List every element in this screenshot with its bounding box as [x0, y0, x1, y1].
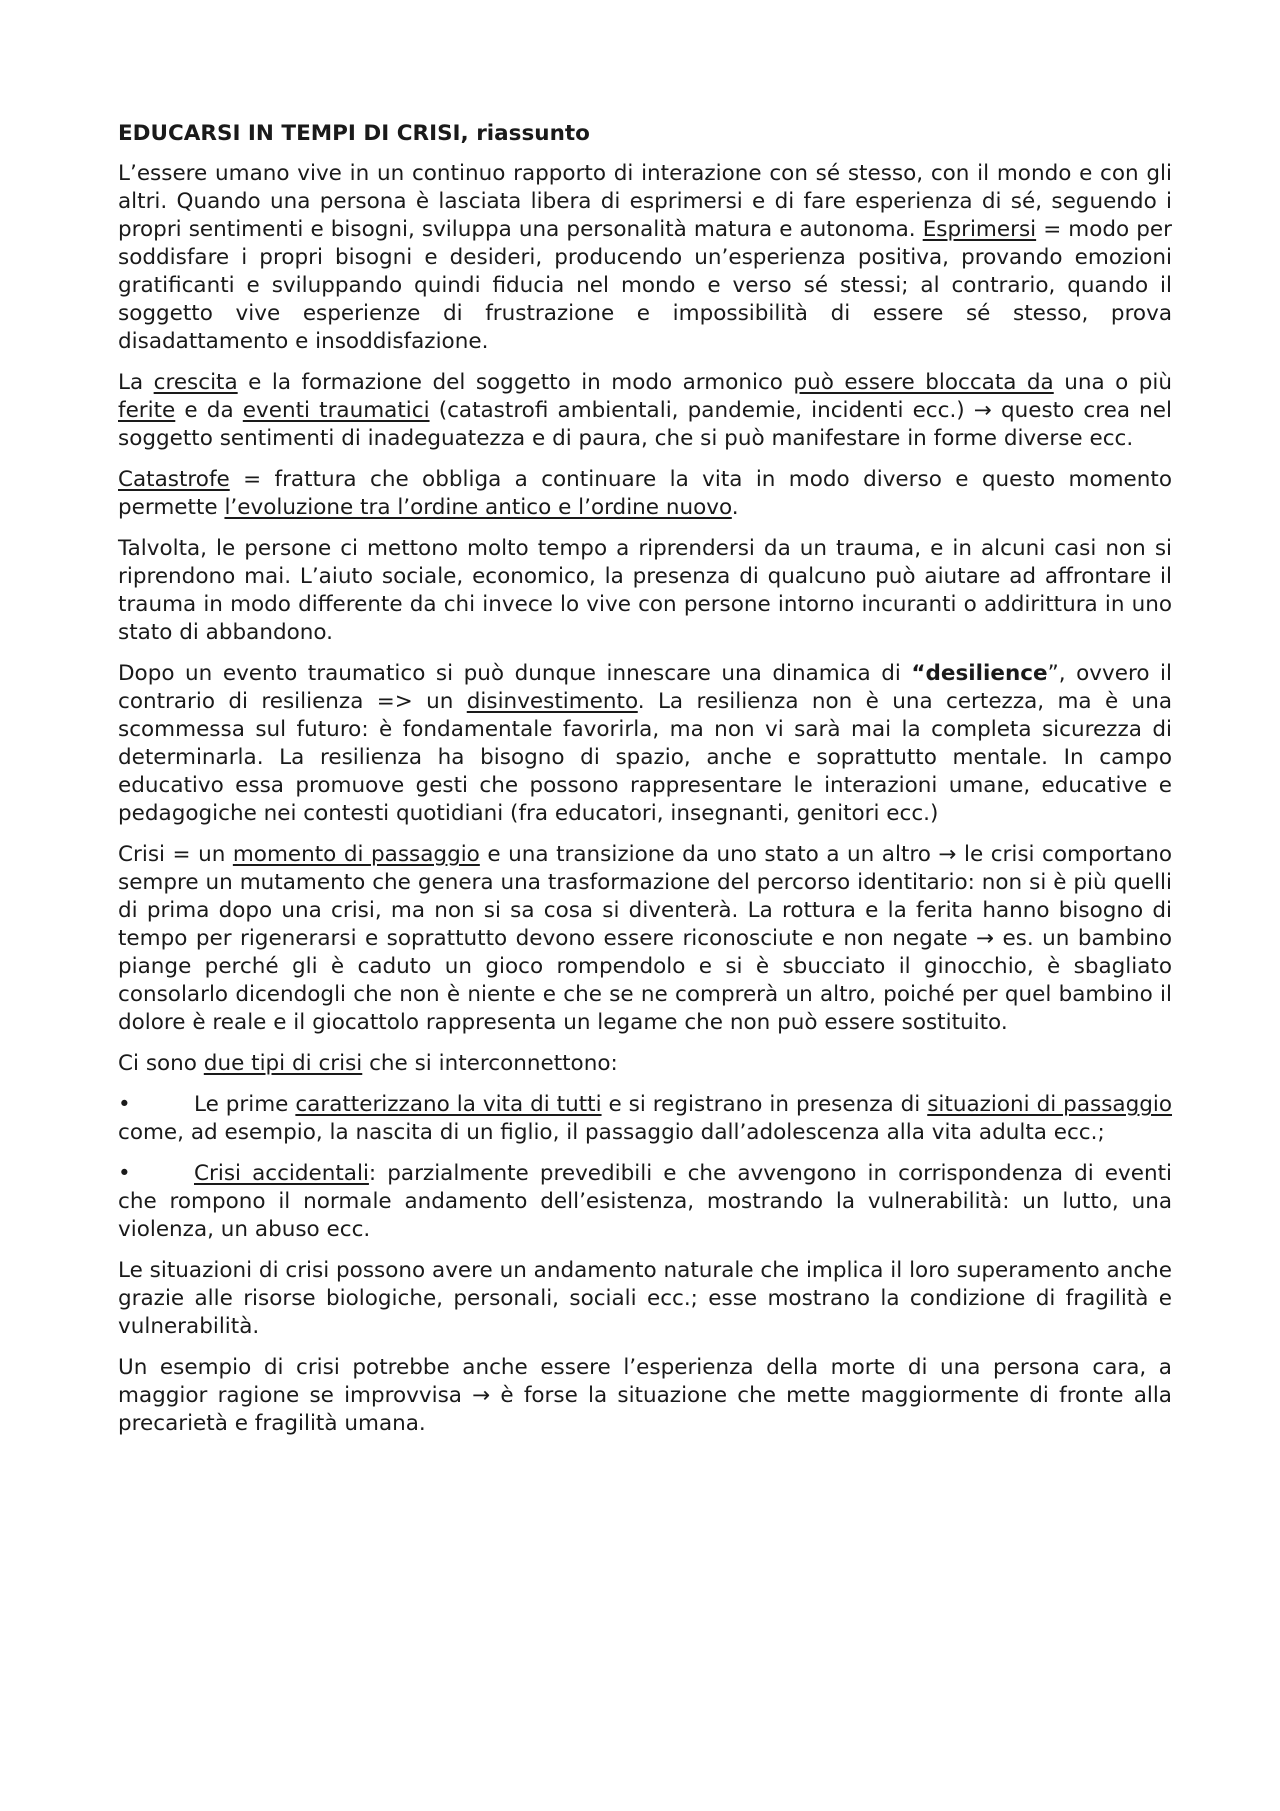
list-item: • Le prime caratterizzano la vita di tutti e si registrano in presenza di situazioni di passaggio come, ad esempio, la nascita di un figlio, il passaggio dall’adolescenza alla vita adulta ecc.;	[118, 1092, 1172, 1145]
text-run: L’essere umano vive in un continuo rapporto di interazione con sé stesso, con il mondo e con gli altri. Quando una persona è lasciata libera di esprimersi e di fare esperienza di sé, seguendo i propri sentimenti e bisogni, sviluppa una personalità matura e autonoma.	[118, 161, 1172, 242]
underlined-term: eventi traumatici	[242, 398, 430, 423]
text-run: . La resilienza non è una certezza, ma è una scommessa sul futuro: è fondamentale favorirla, ma non vi sarà mai la completa sicurezza di determinarla. La resilienza ha bisogno di spazio, anche e soprattutto mentale. In campo educativo essa promuove gesti che possono rappresentare le interazioni umane, educative e pedagogiche nei contesti quotidiani (fra educatori, insegnanti, genitori ecc.)	[118, 689, 1172, 826]
text-run: e una transizione da uno stato a un altro → le crisi comportano sempre un mutamento che genera una trasformazione del percorso identitario: non si è più quelli di prima dopo una crisi, ma non si sa cosa si diventerà. La rottura e la ferita hanno bisogno di tempo per rigenerarsi e soprattutto devono essere riconosciute e non negate → es. un bambino piange perché gli è caduto un gioco rompendolo e si è sbucciato il ginocchio, è sbagliato consolarlo dicendogli che non è niente e che se ne comprerà un altro, poiché per quel bambino il dolore è reale e il giocattolo rappresenta un legame che non può essere sostituito.	[118, 842, 1172, 1035]
text-run: una o più	[1053, 370, 1172, 395]
underlined-term: Catastrofe	[118, 467, 230, 492]
paragraph-esempio	[118, 1354, 1172, 1438]
text-run: : parzialmente prevedibili e che avvengono in corrispondenza di eventi che rompono il normale andamento dell’esistenza, mostrando la vulnerabilità: un lutto, una violenza, un abuso ecc.	[118, 1161, 1172, 1242]
paragraph-trauma	[118, 535, 1172, 647]
text-run: = frattura che obbliga a continuare la vita in modo diverso e questo momento permette	[118, 467, 1172, 520]
paragraph-situazioni	[118, 1257, 1172, 1341]
underlined-term: Esprimersi	[922, 217, 1037, 242]
text-run: come, ad esempio, la nascita di un figlio, il passaggio dall’adolescenza alla vita adulta ecc.;	[118, 1120, 1105, 1145]
underlined-term: situazioni di passaggio	[927, 1092, 1172, 1117]
underlined-term: ferite	[118, 398, 176, 423]
text-run: e si registrano in presenza di	[601, 1092, 928, 1117]
document-title: EDUCARSI IN TEMPI DI CRISI, riassunto	[118, 121, 590, 146]
paragraph-desilience	[118, 660, 1172, 828]
text-run: Dopo un evento traumatico si può dunque innescare una dinamica di	[118, 661, 912, 686]
document-page	[118, 118, 1172, 1451]
text-run: .	[731, 495, 739, 520]
underlined-term: due tipi di crisi	[203, 1051, 363, 1076]
text-run: Talvolta, le persone ci mettono molto tempo a riprendersi da un trauma, e in alcuni casi non si riprendono mai. L’aiuto sociale, economico, la presenza di qualcuno può aiutare ad affrontare il trauma in modo differente da chi invece lo vive con persone intorno incuranti o addirittura in uno stato di abbandono.	[118, 536, 1172, 645]
text-run: Crisi = un	[118, 842, 233, 867]
underlined-term: momento di passaggio	[232, 842, 480, 867]
underlined-term: può essere bloccata da	[793, 370, 1054, 395]
underlined-term: Crisi accidentali	[194, 1161, 369, 1186]
bold-term: “desilience	[911, 661, 1048, 686]
text-run: Le situazioni di crisi possono avere un andamento naturale che implica il loro superamento anche grazie alle risorse biologiche, personali, sociali ecc.; esse mostrano la condizione di fragilità e vulnerabilità.	[118, 1258, 1172, 1339]
underlined-term: crescita	[153, 370, 238, 395]
underlined-term: caratterizzano la vita di tutti	[295, 1092, 602, 1117]
paragraph-intro	[118, 160, 1172, 356]
text-run: La	[118, 370, 154, 395]
text-run: ”, ovvero il contrario di resilienza => un	[118, 661, 1172, 714]
paragraph-crisi	[118, 841, 1172, 1037]
text-run: e la formazione del soggetto in modo armonico	[237, 370, 794, 395]
text-run: Un esempio di crisi potrebbe anche essere l’esperienza della morte di una persona cara, a maggior ragione se improvvisa → è forse la situazione che mette maggiormente di fronte alla precarietà e fragilità umana.	[118, 1355, 1172, 1436]
paragraph-catastrofe	[118, 466, 1172, 522]
text-run: = modo per soddisfare i propri bisogni e desideri, producendo un’esperienza positiva, provando emozioni gratificanti e sviluppando quindi fiducia nel mondo e verso sé stessi; al contrario, quando il soggetto vive esperienze di frustrazione e impossibilità di essere sé stesso, prova disadattamento e insoddisfazione.	[118, 217, 1172, 354]
text-run: Le prime	[194, 1092, 296, 1117]
text-run: Ci sono	[118, 1051, 204, 1076]
list-item-text	[118, 1160, 1172, 1244]
underlined-term: l’evoluzione tra l’ordine antico e l’ordine nuovo	[224, 495, 732, 520]
paragraph-tipi-di-crisi	[118, 1050, 1172, 1078]
list-item-text	[118, 1091, 1172, 1147]
underlined-term: disinvestimento	[466, 689, 638, 714]
text-run: e da	[175, 398, 243, 423]
text-run: che si interconnettono:	[362, 1051, 618, 1076]
paragraph-crescita	[118, 369, 1172, 453]
list-item: • Crisi accidentali: parzialmente prevedibili e che avvengono in corrispondenza di eventi che rompono il normale andamento dell’esistenza, mostrando la vulnerabilità: un lutto, una violenza, un abuso ecc.	[118, 1161, 1172, 1242]
text-run: (catastrofi ambientali, pandemie, incidenti ecc.) → questo crea nel soggetto sentimenti di inadeguatezza e di paura, che si può manifestare in forme diverse ecc.	[118, 398, 1172, 451]
